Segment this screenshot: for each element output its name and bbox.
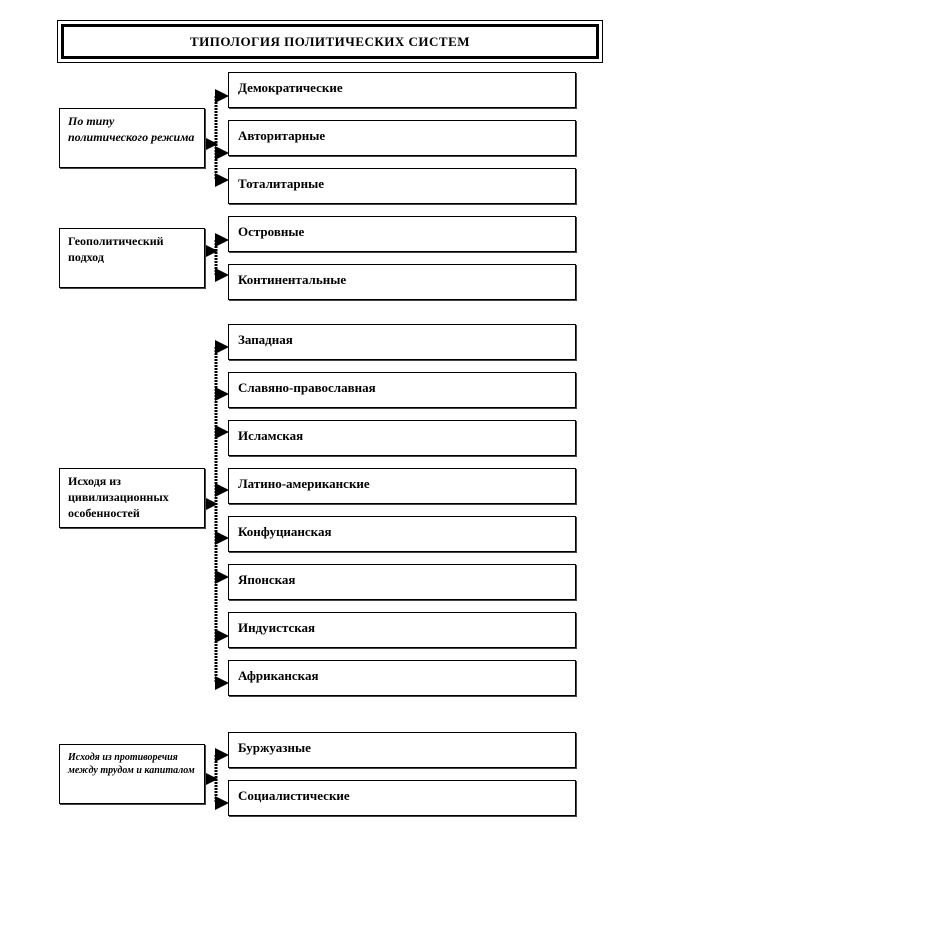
item-island: Островные: [228, 216, 576, 252]
item-confucian: Конфуцианская: [228, 516, 576, 552]
item-totalitarian: Тоталитарные: [228, 168, 576, 204]
item-japanese: Японская: [228, 564, 576, 600]
item-bourgeois: Буржуазные: [228, 732, 576, 768]
category-civilizational: Исходя из цивилизационных особенностей: [59, 468, 205, 528]
category-regime: По типу политического режима: [59, 108, 205, 168]
item-slavic-orthodox: Славяно-православная: [228, 372, 576, 408]
item-continental: Континентальные: [228, 264, 576, 300]
category-geopolitical: Геополитический подход: [59, 228, 205, 288]
item-latin-american: Латино-американские: [228, 468, 576, 504]
item-islamic: Исламская: [228, 420, 576, 456]
connector-group-civilizational: [205, 347, 227, 683]
item-western: Западная: [228, 324, 576, 360]
connector-group-regime: [205, 96, 227, 180]
connector-group-labor-capital: [205, 755, 227, 803]
item-democratic: Демократические: [228, 72, 576, 108]
item-authoritarian: Авторитарные: [228, 120, 576, 156]
item-socialist: Социалистические: [228, 780, 576, 816]
item-hindu: Индуистская: [228, 612, 576, 648]
item-african: Африканская: [228, 660, 576, 696]
diagram-title: ТИПОЛОГИЯ ПОЛИТИЧЕСКИХ СИСТЕМ: [61, 24, 599, 59]
category-labor-capital: Исходя из противоречия между трудом и капиталом: [59, 744, 205, 804]
connector-group-geopolitical: [205, 240, 227, 275]
